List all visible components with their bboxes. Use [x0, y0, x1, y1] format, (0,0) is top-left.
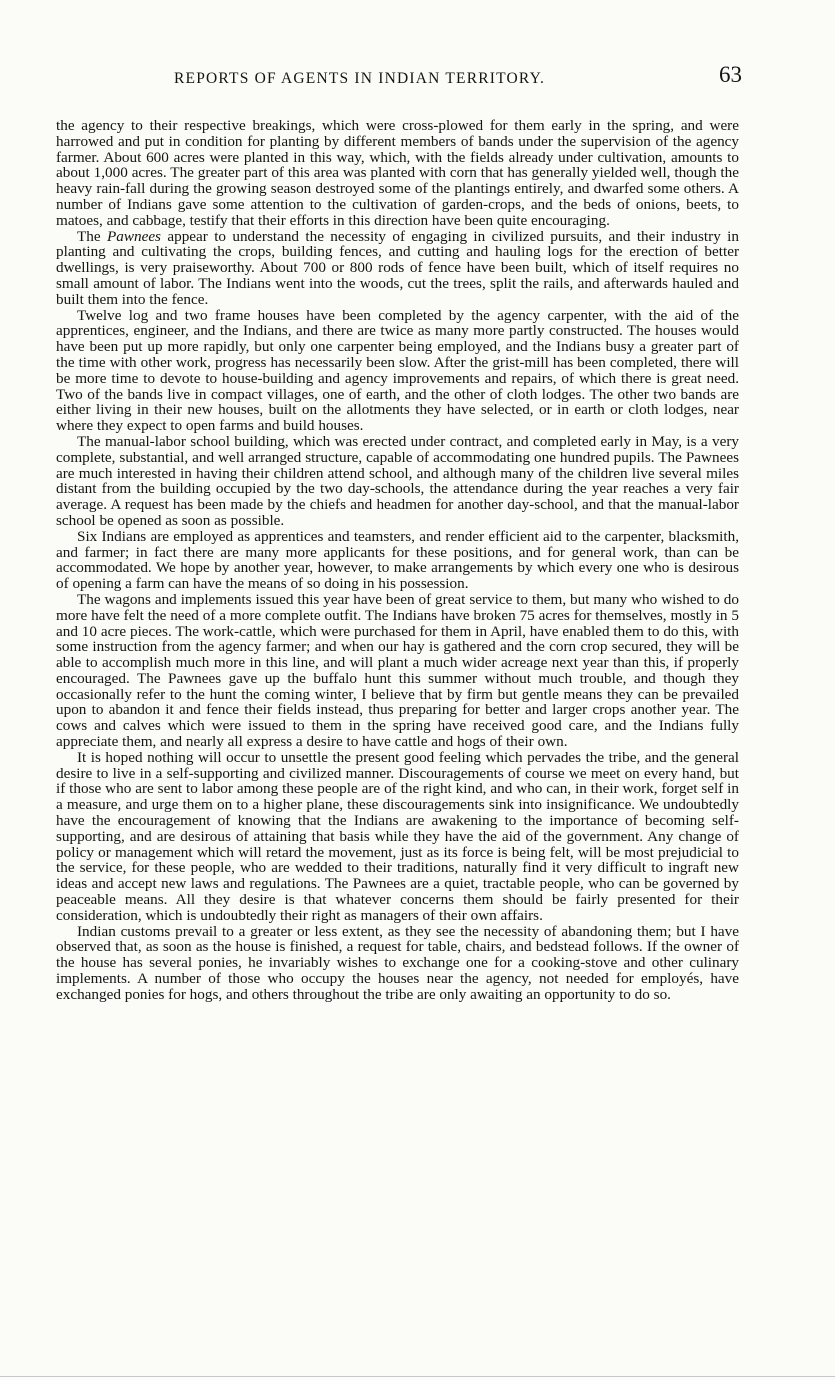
running-title: REPORTS OF AGENTS IN INDIAN TERRITORY.	[174, 70, 546, 87]
paragraph-pawnees-industry	[56, 229, 739, 308]
paragraph-good-feeling: It is hoped nothing will occur to unsettle the present good feeling which pervades the tribe, and the general desire to live in a self-supporting and civilized manner. Discouragements of course we meet on every hand, but if those who are sent to labor among these people are of the right kind, and who can, in their work, forget self in a measure, and urge them on to a higher plane, these discouragements sink into insignificance. We undoubtedly have the encouragement of knowing that the Indians are awakening to the importance of becoming self-supporting, and are desirous of attaining that basis while they have the aid of the government. Any change of policy or management which will retard the movement, just as its force is being felt, will be most prejudicial to the service, for these people, who are wedded to their traditions, naturally find it very difficult to ingraft new ideas and accept new laws and regulations. The Pawnees are a quiet, tractable people, who can be governed by peaceable means. All they desire is that whatever concerns them should be fairly presented for their consideration, which is undoubtedly their right as managers of their own affairs.	[56, 748, 739, 924]
paragraph-body: appear to understand the necessity of engaging in civilized pursuits, and their industry in planting and cultivating the crops, building fences, and cutting and hauling logs for the erection of better dwellings, is very praiseworthy. About 700 or 800 rods of fence have been built, which of itself requires no small amount of labor. The Indians went into the woods, cut the trees, split the rails, and afterwards hauled and built them into the fence.	[56, 227, 739, 308]
running-head	[56, 62, 742, 94]
page-number: 63	[719, 62, 742, 87]
paragraph-continuation: the agency to their respective breakings, which were cross-plowed for them early in the spring, and were harrowed and put in condition for planting by different members of bands under the supervision of the agency farmer. About 600 acres were planted in this way, which, with the fields already under cultivation, amounts to about 1,000 acres. The greater part of this area was planted with corn that has generally yielded well, though the heavy rain-fall during the growing season destroyed some of the plantings entirely, and dwarfed some others. A number of Indians gave some attention to the cultivation of garden-crops, and the beds of onions, beets, to matoes, and cabbage, testify that their efforts in this direction have been quite encouraging.	[56, 117, 739, 229]
italic-tribe-name: Pawnees	[106, 227, 161, 245]
paragraph-indian-customs: Indian customs prevail to a greater or less extent, as they see the necessity of abandoning them; but I have observed that, as soon as the house is finished, a request for table, chairs, and bedstead follows. If the owner of the house has several ponies, he invariably wishes to exchange one for a cooking-stove and other culinary implements. A number of those who occupy the houses near the agency, not needed for employés, have exchanged ponies for hogs, and others throughout the tribe are only awaiting an opportunity to do so.	[56, 922, 739, 1003]
paragraph-apprentices: Six Indians are employed as apprentices and teamsters, and render efficient aid to the carpenter, blacksmith, and farmer; in fact there are many more applicants for these positions, and for general work, than can be accommodated. We hope by another year, however, to make arrangements by which every one who is desirous of opening a farm can have the means of so doing in his possession.	[56, 527, 739, 593]
paragraph-houses: Twelve log and two frame houses have been completed by the agency carpenter, with the aid of the apprentices, engineer, and the Indians, and there are twice as many more partly constructed. The houses would have been put up more rapidly, but only one carpenter being employed, and the Indians busy a greater part of the time with other work, progress has necessarily been slow. After the grist-mill has been completed, there will be more time to devote to house-building and agency improvements and repairs, of which there is great need. Two of the bands live in compact villages, one of earth, and the other of cloth lodges. The other two bands are either living in their new houses, built on the allotments they have selected, or in earth or cloth lodges, near where they expect to open farms and build houses.	[56, 306, 739, 435]
body-text	[56, 118, 739, 1003]
paragraph-wagons-implements: The wagons and implements issued this year have been of great service to them, but many who wished to do more have felt the need of a more complete outfit. The Indians have broken 75 acres for themselves, mostly in 5 and 10 acre pieces. The work-cattle, which were purchased for them in April, have enabled them to do this, with some instruction from the agency farmer; and when our hay is gathered and the corn crop secured, they will be able to accomplish much more in this line, and will plant a much wider acreage next year than this, if properly encouraged. The Pawnees gave up the buffalo hunt this summer without much trouble, and though they occasionally refer to the hunt the coming winter, I believe that by firm but gentle means they can be prevailed upon to abandon it and fence their fields instead, thus preparing for better and larger crops another year. The cows and calves which were issued to them in the spring have received good care, and the Indians fully appreciate them, and nearly all express a desire to have cattle and hogs of their own.	[56, 590, 739, 751]
paragraph-lead: The	[77, 227, 107, 245]
page-bottom-edge	[0, 1376, 835, 1377]
paragraph-school: The manual-labor school building, which was erected under contract, and completed early in May, is a very complete, substantial, and well arranged structure, capable of accommodating one hundred pupils. The Pawnees are much interested in having their children attend school, and although many of the children live several miles distant from the building occupied by the two day-schools, the attendance during the year reaches a very fair average. A request has been made by the chiefs and headmen for another day-school, and that the manual-labor school be opened as soon as possible.	[56, 432, 739, 529]
